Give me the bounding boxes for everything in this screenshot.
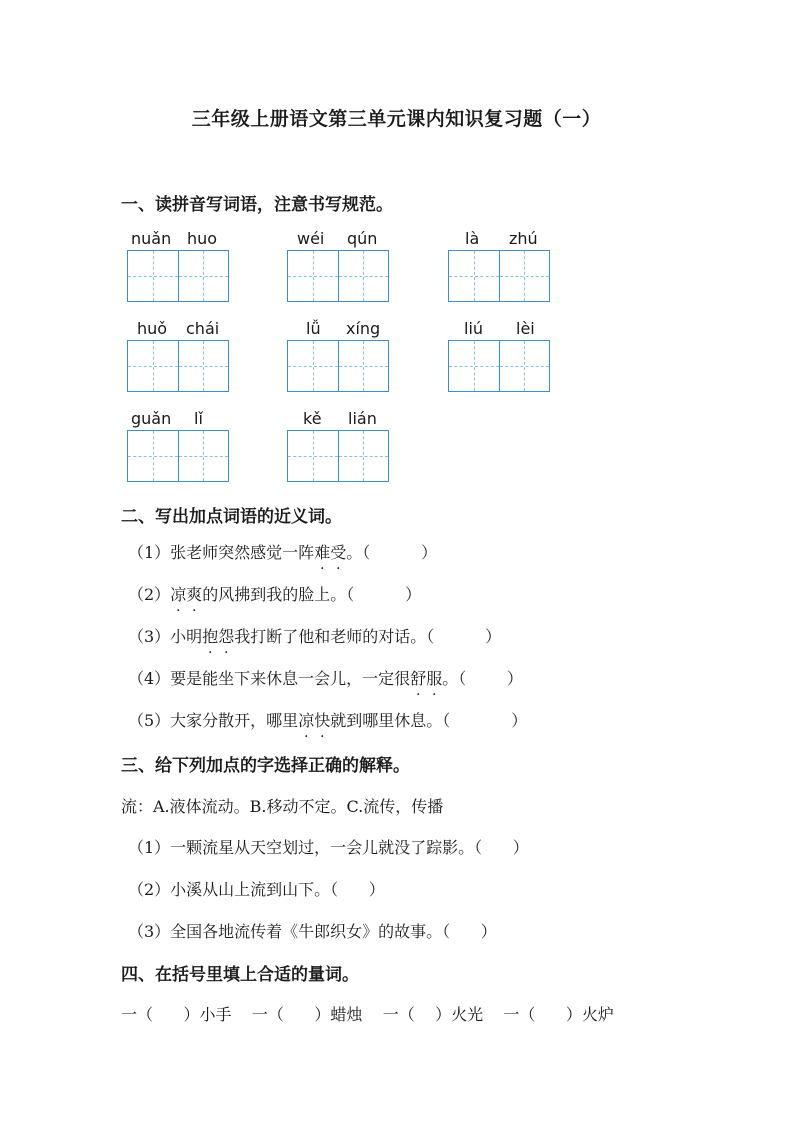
pinyin: lǚ — [306, 319, 321, 338]
grid-cell[interactable] — [449, 251, 499, 301]
grid-cell[interactable] — [338, 341, 389, 391]
grid-cell[interactable] — [499, 341, 550, 391]
grid-cell[interactable] — [338, 251, 389, 301]
pinyin: lián — [348, 409, 377, 428]
pinyin: guǎn — [131, 409, 172, 428]
question-item: （1）一颗流星从天空划过，一会儿就没了踪影。（ ） — [128, 838, 529, 857]
writing-grid[interactable] — [127, 340, 229, 392]
grid-cell[interactable] — [178, 431, 229, 481]
measure-word-line: 一（ ）小手 一（ ）蜡烛 一（ ）火光 一（ ）火炉 — [121, 1005, 614, 1024]
pinyin: lèi — [516, 319, 535, 338]
grid-cell[interactable] — [128, 341, 178, 391]
question-item: （5）大家分散开，哪里凉快就到哪里休息。（ ） — [128, 711, 528, 730]
grid-cell[interactable] — [178, 251, 229, 301]
dotted-char: 服 — [426, 669, 443, 688]
grid-cell[interactable] — [128, 251, 178, 301]
dotted-char: 受 — [330, 543, 347, 562]
pinyin: xíng — [346, 319, 381, 338]
pinyin: huǒ — [137, 319, 168, 338]
dotted-char: 爽 — [186, 585, 203, 604]
grid-cell[interactable] — [338, 431, 389, 481]
question-item: （2）凉爽的风拂到我的脸上。（ ） — [128, 585, 422, 604]
writing-grid[interactable] — [287, 430, 389, 482]
page-title: 三年级上册语文第三单元课内知识复习题（一） — [191, 108, 602, 130]
pinyin: qún — [347, 229, 378, 248]
dotted-char: 舒 — [410, 669, 427, 688]
grid-cell[interactable] — [288, 431, 338, 481]
pinyin: nuǎn — [131, 229, 172, 248]
question-item: （3）全国各地流传着《牛郎织女》的故事。（ ） — [128, 922, 497, 941]
grid-cell[interactable] — [128, 431, 178, 481]
dotted-char: 凉 — [298, 711, 315, 730]
definition-line: 流：A.液体流动。B.移动不定。C.流传，传播 — [121, 797, 444, 816]
section4-heading: 四、在括号里填上合适的量词。 — [121, 965, 359, 985]
question-item: （2）小溪从山上流到山下。（ ） — [128, 880, 385, 899]
pinyin: huo — [187, 229, 218, 248]
pinyin: lǐ — [194, 409, 203, 428]
pinyin: kě — [303, 409, 322, 428]
dotted-char: 怨 — [218, 627, 235, 646]
pinyin: là — [465, 229, 480, 248]
section2-heading: 二、写出加点词语的近义词。 — [121, 507, 342, 527]
dotted-char: 凉 — [170, 585, 187, 604]
question-item: （1）张老师突然感觉一阵难受。（ ） — [128, 543, 438, 562]
question-item: （4）要是能坐下来休息一会儿，一定很舒服。（ ） — [128, 669, 523, 688]
section1-heading: 一、读拼音写词语，注意书写规范。 — [121, 195, 393, 215]
dotted-char: 难 — [314, 543, 331, 562]
writing-grid[interactable] — [127, 430, 229, 482]
grid-cell[interactable] — [178, 341, 229, 391]
dotted-char: 快 — [314, 711, 331, 730]
pinyin: zhú — [509, 229, 538, 248]
writing-grid[interactable] — [287, 340, 389, 392]
pinyin: chái — [186, 319, 220, 338]
writing-grid[interactable] — [287, 250, 389, 302]
grid-cell[interactable] — [288, 341, 338, 391]
grid-cell[interactable] — [449, 341, 499, 391]
dotted-char: 抱 — [202, 627, 219, 646]
question-item: （3）小明抱怨我打断了他和老师的对话。（ ） — [128, 627, 502, 646]
writing-grid[interactable] — [448, 340, 550, 392]
writing-grid[interactable] — [127, 250, 229, 302]
pinyin: wéi — [297, 229, 325, 248]
section3-heading: 三、给下列加点的字选择正确的解释。 — [121, 756, 410, 776]
pinyin: liú — [464, 319, 484, 338]
grid-cell[interactable] — [499, 251, 550, 301]
grid-cell[interactable] — [288, 251, 338, 301]
writing-grid[interactable] — [448, 250, 550, 302]
